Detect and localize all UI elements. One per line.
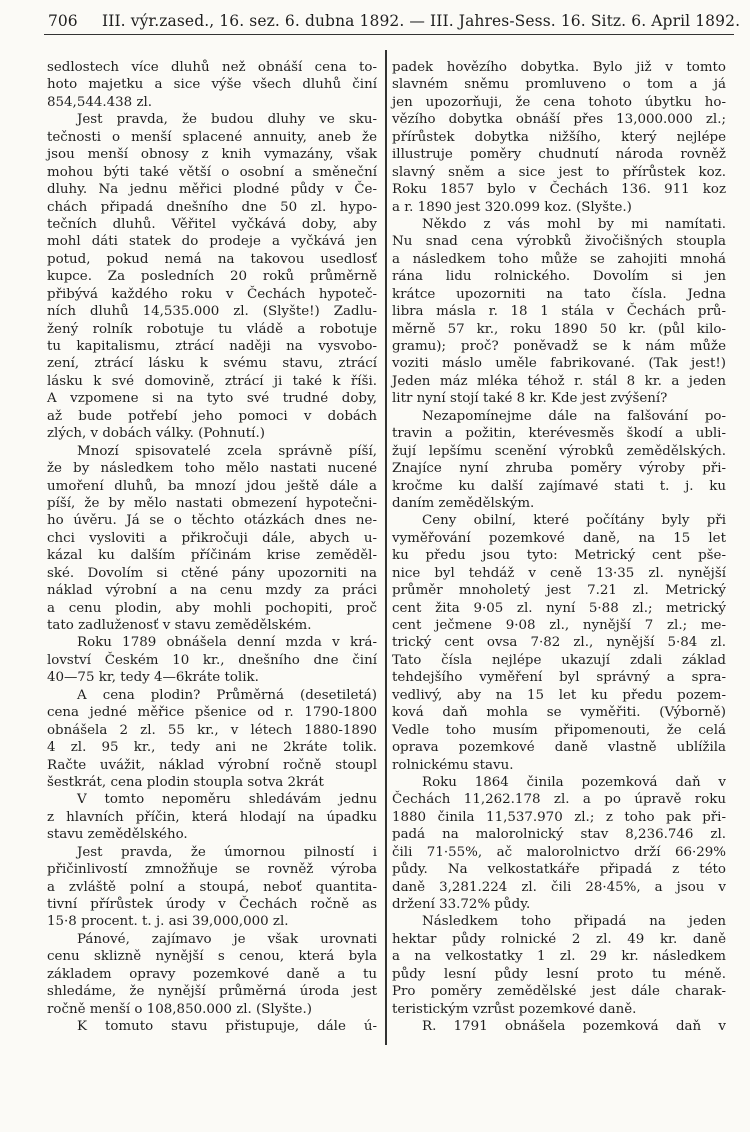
text-line: Pánové, zajímavo je však urovnati	[77, 931, 377, 947]
text-line: ních dluhů 14,535.000 zl. (Slyšte!) Zadlu-	[47, 304, 377, 320]
text-line: daně 3,281.224 zl. čili 28·45%, a jsou v	[392, 879, 726, 895]
text-line: půdy lesní půdy lesní proto tu méně.	[392, 966, 726, 982]
text-line: Pro poměry zemědělské jest dále charak-	[392, 984, 726, 1000]
text-line: ho úvěru. Já se o těchto otázkách dnes ne-	[47, 513, 377, 529]
text-line: Nezapomínejme dále na falšování po-	[422, 408, 726, 424]
text-line: žený rolník robotuje tu vládě a robotuje	[47, 321, 377, 337]
text-line: vězího dobytka obnáší přes 13,000.000 zl.;	[392, 112, 726, 128]
text-line: přičinlivostí zmnožňuje se rovněž výroba	[47, 862, 377, 878]
paragraph	[47, 931, 377, 1018]
text-line: Roku 1864 činila pozemková daň v	[422, 774, 726, 790]
text-line: zení, ztrácí lásku k svému stavu, ztrácí	[47, 356, 377, 372]
text-line: rolnickému stavu.	[392, 757, 514, 773]
paragraph	[392, 216, 726, 408]
text-line: jsou menší obnosy z knih vymazány, však	[47, 147, 377, 163]
text-line: průměr mnoholetý jest 7.21 zl. Metrický	[392, 583, 726, 599]
text-line: kupce. Za posledních 20 roků průměrně	[47, 269, 377, 285]
text-line: a cenu plodin, aby mohli pochopiti, proč	[47, 600, 377, 616]
text-line: voziti máslo uměle fabrikované. (Tak jest!)	[392, 356, 726, 372]
text-line: oprava pozemkové daně vlastně ublížila	[392, 740, 726, 756]
text-line: z hlavních příčin, která hlodají na úpadku	[47, 809, 377, 825]
text-line: kročme ku další zajímavé stati t. j. ku	[392, 478, 726, 494]
paragraph	[47, 791, 377, 843]
text-line: Jeden máz mléka téhož r. stál 8 kr. a jeden	[392, 373, 726, 389]
text-line: Nu snad cena výrobků živočišných stoupla	[392, 234, 726, 250]
paragraph	[392, 1018, 726, 1035]
text-line: mohl dáti statek do prodeje a vyčkává jen	[47, 234, 377, 250]
text-line: daním zemědělským.	[392, 495, 535, 511]
paragraph	[392, 512, 726, 774]
text-line: Čechách 11,262.178 zl. a po úpravě roku	[392, 792, 726, 808]
text-line: Roku 1789 obnášela denní mzda v krá-	[77, 635, 377, 651]
paragraph	[47, 443, 377, 635]
text-line: a na velkostatky 1 zl. 29 kr. následkem	[392, 949, 726, 965]
text-line: R. 1791 obnášela pozemková daň v	[422, 1019, 726, 1035]
text-line: nice byl tehdáž v ceně 13·35 zl. nynější	[392, 565, 726, 581]
text-line: tehdejšího vyměření byl správný a spra-	[392, 670, 726, 686]
text-line: slavném sněmu promluveno o tom a já	[392, 77, 726, 93]
paragraph	[392, 408, 726, 513]
text-line: žují lepšímu scenění výrobků zemědělských.	[392, 443, 726, 459]
text-line: náklad výrobní a na cenu mzdy za práci	[47, 583, 377, 599]
column-divider	[385, 50, 387, 1045]
paragraph	[47, 687, 377, 792]
text-line: shledáme, že nynější průměrná úroda jest	[47, 984, 377, 1000]
text-line: cena jedné měřice pšenice od r. 1790-1800	[47, 705, 377, 721]
text-line: píší, že by mělo nastati obmezení hypotečni-	[47, 495, 377, 511]
text-line: cenu sklizně nynější s cenou, která byla	[47, 949, 377, 965]
text-line: přibývá každého roku v Čechách hypoteč-	[47, 286, 377, 302]
text-line: základem opravy pozemkové daně a tu	[47, 966, 377, 982]
text-line: Ceny obilní, které počítány byly při	[422, 513, 726, 529]
text-line: litr nyní stojí také 8 kr. Kde jest zvýšení?	[392, 391, 668, 407]
text-line: 854,544.438 zl.	[47, 94, 153, 110]
text-line: šestkrát, cena plodin stoupla sotva 2krát	[47, 774, 324, 790]
text-line: libra másla r. 18 1 stála v Čechách prů-	[392, 304, 726, 320]
text-line: přírůstek dobytka nižšího, který nejlépe	[392, 129, 726, 145]
paragraph	[47, 59, 377, 111]
text-line: V tomto nepoměru shledávám jednu	[77, 792, 377, 808]
text-line: potud, pokud nemá na takovou usedlosť	[47, 251, 377, 267]
text-line: obnášela 2 zl. 55 kr., v létech 1880-1890	[47, 722, 377, 738]
text-line: měrně 57 kr., roku 1890 50 kr. (půl kilo-	[392, 321, 726, 337]
paragraph	[47, 844, 377, 931]
text-line: cent ječmene 9·08 zl., nynější 7 zl.; me-	[392, 618, 726, 633]
text-line: rána lidu rolnického. Dovolím si jen	[392, 269, 726, 285]
text-line: stavu zemědělského.	[47, 827, 188, 843]
text-line: tu kapitalismu, ztrácí naději na vysvobo-	[47, 339, 377, 354]
text-line: Jest pravda, že budou dluhy ve sku-	[77, 112, 377, 128]
text-line: Jest pravda, že úmornou pilností i	[77, 844, 377, 860]
text-line: vedlivý, aby na 15 let ku předu pozem-	[392, 687, 726, 703]
text-line: padek hovězího dobytka. Bylo již v tomto	[392, 60, 726, 75]
text-line: Vedle toho musím připomenouti, že celá	[392, 722, 726, 738]
header-title: III. výr.zased., 16. sez. 6. dubna 1892. — III. Jahres-Sess. 16. Sitz. 6. April 1892.	[102, 12, 741, 30]
text-line: sedlostech více dluhů než obnáší cena to-	[47, 60, 377, 75]
page-number: 706	[48, 12, 78, 30]
text-line: a r. 1890 jest 320.099 koz. (Slyšte.)	[392, 199, 632, 215]
running-header	[44, 10, 741, 35]
text-line: gramu); proč? poněvadž se k nám může	[392, 339, 726, 354]
text-line: ročně menší o 108,850.000 zl. (Slyšte.)	[47, 1001, 312, 1017]
text-line: Někdo z vás mohl by mi namítati.	[422, 216, 726, 232]
text-line: travin a požitin, kterévesměs škodí a ubli-	[392, 426, 726, 442]
text-line: padá na malorolnický stav 8,236.746 zl.	[392, 827, 726, 843]
text-line: ková daň mohla se vyměřiti. (Výborně)	[392, 705, 726, 721]
text-line: lásku k své domovině, ztrácí ji také k říši.	[47, 373, 377, 389]
text-line: krátce upozorniti na tato čísla. Jedna	[392, 286, 726, 302]
text-line: jen upozorňuji, že cena tohoto úbytku ho-	[392, 94, 726, 110]
text-line: teristickým vzrůst pozemkové daně.	[392, 1001, 637, 1017]
text-line: A cena plodin? Průměrná (desetiletá)	[77, 687, 377, 703]
text-line: 40—75 kr, tedy 4—6kráte tolik.	[47, 670, 259, 686]
text-line: půdy. Na velkostatkáře připadá z této	[392, 862, 726, 878]
text-line: tivní přírůstek úrody v Čechách ročně as	[47, 897, 377, 912]
text-line: dluhy. Na jednu měřici plodné půdy v Če-	[47, 182, 377, 198]
text-line: držení 33.72% půdy.	[392, 897, 531, 912]
text-line: lovství Českém 10 kr., dnešního dne činí	[47, 652, 377, 668]
left-column	[47, 59, 377, 1036]
text-line: chách připadá dnešního dne 50 zl. hypo-	[47, 199, 377, 215]
text-line: slavný sněm a sice jest to přírůstek koz.	[392, 164, 726, 180]
text-line: ské. Dovolím si ctěné pány upozorniti na	[47, 565, 377, 581]
text-line: umoření dluhů, ba mnozí jdou ještě dále a	[47, 478, 377, 494]
text-line: mohou býti také větší o osobní a směneční	[47, 164, 377, 180]
text-line: tato zadluženosť v stavu zemědělském.	[47, 618, 312, 633]
text-line: čili 71·55%, ač malorolnictvo drží 66·29%	[392, 844, 726, 860]
text-line: až bude potřebí jeho pomoci v dobách	[47, 408, 377, 424]
text-line: vyměřování pozemkové daně, na 15 let	[392, 530, 726, 546]
text-line: trický cent ovsa 7·82 zl., nynější 5·84 zl.	[392, 635, 726, 651]
paragraph	[47, 1018, 377, 1035]
paragraph	[47, 634, 377, 686]
text-line: 15·8 procent. t. j. asi 39,000,000 zl.	[47, 914, 289, 930]
text-line: že by následkem toho mělo nastati nucené	[47, 461, 377, 477]
text-line: Roku 1857 bylo v Čechách 136. 911 koz	[392, 182, 726, 198]
text-line: a následkem toho může se zahojiti mnohá	[392, 251, 726, 267]
paragraph	[392, 774, 726, 914]
text-line: Znajíce nyní zhruba poměry výroby při-	[392, 461, 726, 477]
text-line: illustruje poměry chudnutí národa rovněž	[392, 147, 726, 163]
text-line: A vzpomene si na tyto své trudné doby,	[47, 391, 377, 407]
text-line: 1880 činila 11,537.970 zl.; z toho pak při-	[392, 809, 726, 825]
text-line: Tato čísla nejlépe ukazují zdali základ	[392, 652, 726, 668]
text-line: Mnozí spisovatelé zcela správně píší,	[77, 443, 377, 459]
text-line: 4 zl. 95 kr., tedy ani ne 2kráte tolik.	[47, 740, 377, 756]
text-line: zlých, v dobách války. (Pohnutí.)	[47, 426, 265, 442]
text-line: Račte uvážit, náklad výrobní ročně stoupl	[47, 757, 377, 773]
text-line: hoto majetku a sice výše všech dluhů činí	[47, 77, 377, 93]
right-column	[392, 59, 726, 1036]
text-line: a zvláště polní a stoupá, neboť quantita-	[47, 879, 377, 895]
text-line: hektar půdy rolnické 2 zl. 49 kr. daně	[392, 931, 726, 947]
text-line: cent žita 9·05 zl. nyní 5·88 zl.; metrický	[392, 600, 726, 616]
text-line: K tomuto stavu přistupuje, dále ú-	[77, 1019, 377, 1035]
text-line: tečních dluhů. Věřitel vyčkává doby, aby	[47, 216, 377, 232]
paragraph	[47, 111, 377, 442]
text-line: ku předu jsou tyto: Metrický cent pše-	[392, 548, 726, 564]
text-line: Následkem toho připadá na jeden	[422, 914, 726, 930]
paragraph	[392, 913, 726, 1018]
paragraph	[392, 59, 726, 216]
text-line: kázal ku dalším příčinám krise zeměděl-	[47, 548, 377, 564]
text-line: tečnosti o menší splacené annuity, aneb že	[47, 129, 377, 145]
text-line: chci vysloviti a přikročuji dále, abych u-	[47, 530, 377, 546]
